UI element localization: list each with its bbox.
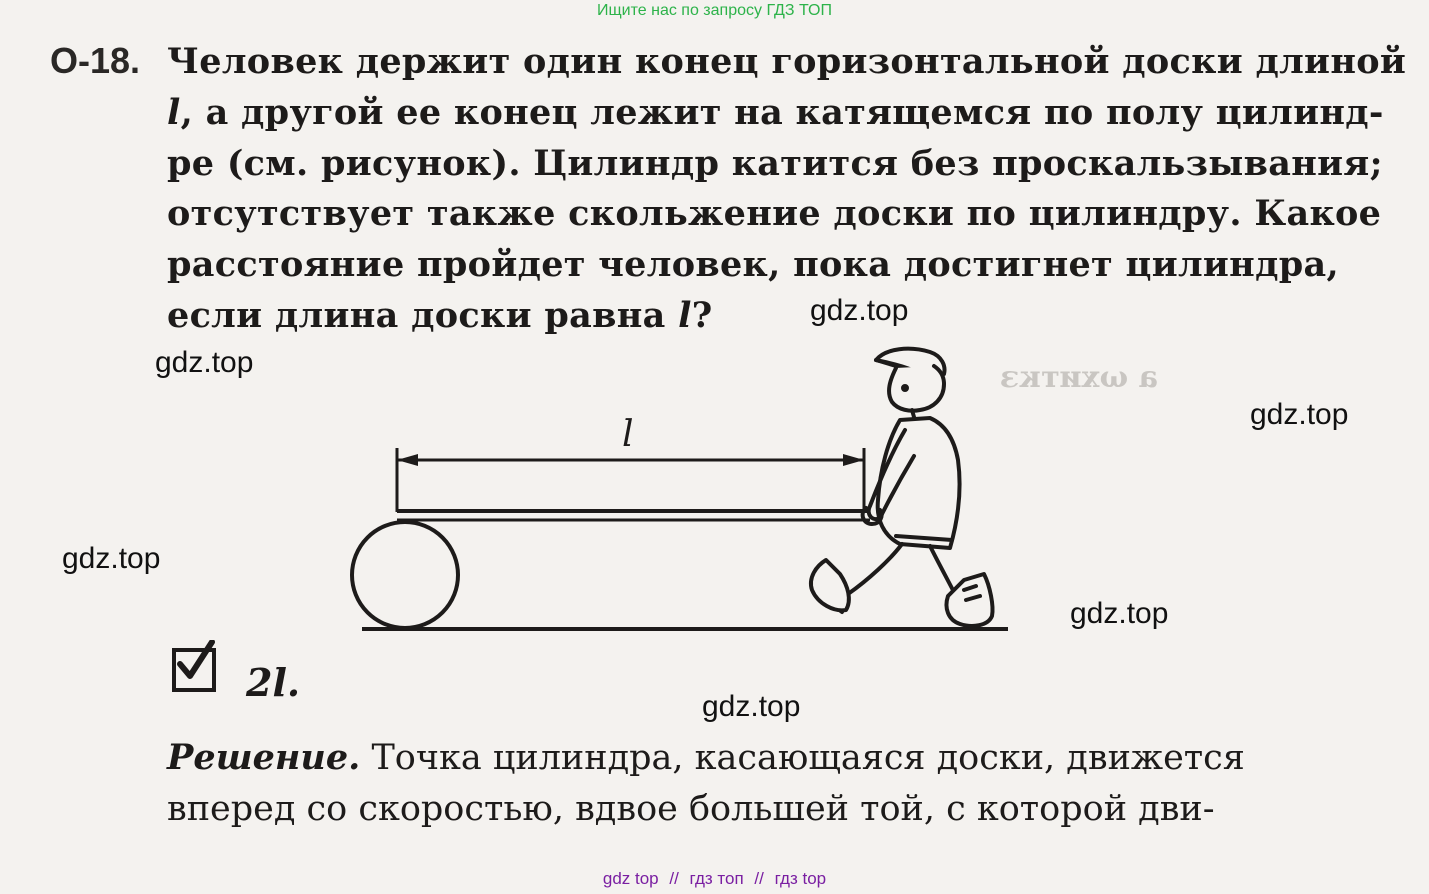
problem-line-1: Человек держит один конец горизонтальной доски длиной <box>167 41 1407 82</box>
man-torso <box>878 418 960 548</box>
bottom-banner-item[interactable]: gdz top <box>602 869 659 888</box>
bottom-banner-separator: // <box>669 869 679 888</box>
solution-line-2: вперед со скоростью, вдвое большей той, с которой дви- <box>167 789 1215 829</box>
man-back-shoe <box>811 560 849 610</box>
bleed-through-text: a ωxиткз <box>1000 360 1158 395</box>
top-banner[interactable]: Ищите нас по запросу ГДЗ ТОП <box>597 2 832 19</box>
bottom-banner-separator: // <box>754 869 764 888</box>
dimension-arrow-left <box>397 454 418 466</box>
bottom-banner-item[interactable]: гдз топ <box>689 869 744 888</box>
symbol-l: l <box>167 92 181 133</box>
watermark: gdz.top <box>62 542 161 575</box>
problem-line-2-text: , а другой ее конец лежит на катящемся по полу цилинд- <box>180 92 1384 133</box>
watermark: gdz.top <box>155 346 254 379</box>
bottom-banner-item[interactable]: гдз top <box>774 869 827 888</box>
answer-value: 2l. <box>246 660 301 705</box>
watermark: gdz.top <box>1250 398 1349 431</box>
question-mark: ? <box>691 295 713 336</box>
man-eye <box>903 386 907 390</box>
problem-number: О-18. <box>50 40 141 81</box>
problem-line-3: ре (см. рисунок). Цилиндр катится без проскальзывания; <box>167 143 1383 184</box>
watermark: gdz.top <box>702 690 801 723</box>
watermark: gdz.top <box>810 294 909 327</box>
cylinder <box>352 522 458 628</box>
solution-line-1-text: Точка цилиндра, касающаяся доски, движется <box>360 738 1245 778</box>
man-head <box>889 366 944 411</box>
length-label: l <box>622 414 634 455</box>
solution-line-1 <box>167 738 1337 778</box>
problem-line-4: отсутствует также скольжение доски по цилиндру. Какое <box>167 193 1382 234</box>
man-figure <box>811 349 993 626</box>
problem-line-6-text: если длина доски равна <box>167 295 679 336</box>
bottom-banner[interactable] <box>0 866 1429 894</box>
check-icon <box>172 640 216 684</box>
symbol-l-end: l <box>678 295 692 336</box>
watermark: gdz.top <box>1070 597 1169 630</box>
solution-heading: Решение. <box>167 737 361 778</box>
answer-checkbox <box>172 648 216 692</box>
dimension-arrow-right <box>843 454 864 466</box>
problem-line-5: расстояние пройдет человек, пока достигнет цилиндра, <box>167 244 1339 285</box>
